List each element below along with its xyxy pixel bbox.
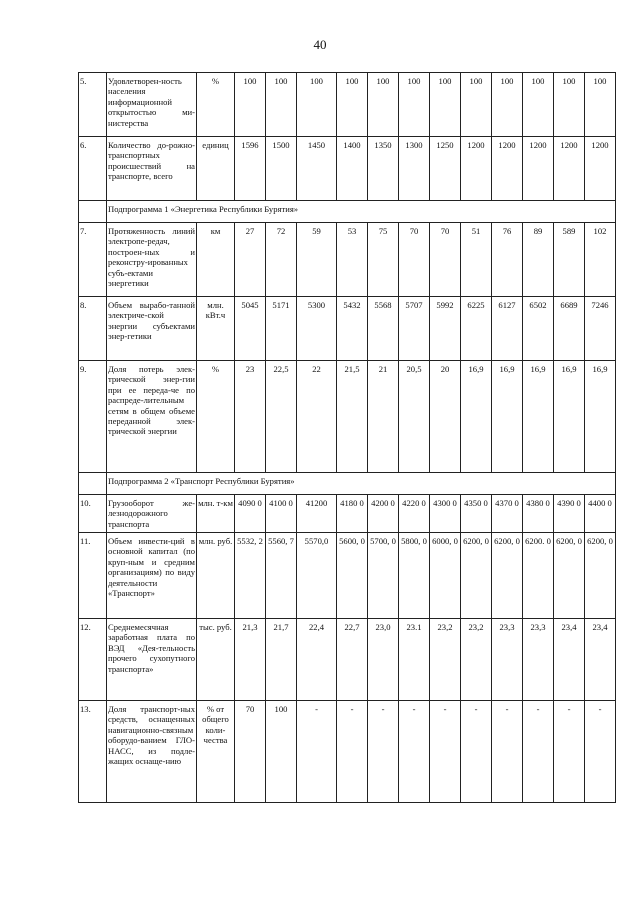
- value-cell: 23,3: [492, 619, 523, 701]
- value-cell: -: [368, 701, 399, 803]
- value-cell: 5532, 2: [235, 533, 266, 619]
- value-cell: 6200. 0: [523, 533, 554, 619]
- value-cell: 23,4: [554, 619, 585, 701]
- value-cell: 100: [430, 73, 461, 137]
- value-cell: 100: [266, 701, 297, 803]
- value-cell: 1400: [337, 137, 368, 201]
- value-cell: 21: [368, 361, 399, 473]
- value-cell: 100: [235, 73, 266, 137]
- value-cell: 59: [297, 223, 337, 297]
- indicators-table: [78, 72, 616, 803]
- indicator-name: Грузооборот же-лезнодорожного транспорта: [107, 495, 197, 533]
- value-cell: 1500: [266, 137, 297, 201]
- value-cell: 16,9: [554, 361, 585, 473]
- value-cell: 5560, 7: [266, 533, 297, 619]
- row-number: 13.: [79, 701, 107, 803]
- value-cell: 4350 0: [461, 495, 492, 533]
- value-cell: 589: [554, 223, 585, 297]
- table-row: [79, 619, 616, 701]
- value-cell: 100: [368, 73, 399, 137]
- table-row: [79, 73, 616, 137]
- value-cell: 5570,0: [297, 533, 337, 619]
- value-cell: 1200: [461, 137, 492, 201]
- value-cell: 53: [337, 223, 368, 297]
- value-cell: 70: [399, 223, 430, 297]
- value-cell: 100: [399, 73, 430, 137]
- value-cell: 5600, 0: [337, 533, 368, 619]
- unit-cell: единиц: [197, 137, 235, 201]
- row-number: 10.: [79, 495, 107, 533]
- unit-cell: млн. руб.: [197, 533, 235, 619]
- value-cell: 4400 0: [585, 495, 616, 533]
- value-cell: 100: [554, 73, 585, 137]
- row-number: 6.: [79, 137, 107, 201]
- value-cell: 4300 0: [430, 495, 461, 533]
- value-cell: 4220 0: [399, 495, 430, 533]
- value-cell: 5568: [368, 297, 399, 361]
- section-row: [79, 201, 616, 223]
- value-cell: 4180 0: [337, 495, 368, 533]
- table-row: [79, 223, 616, 297]
- unit-cell: млн. т-км: [197, 495, 235, 533]
- indicator-name: Количество до-рожно-транспортных происшествий на транспорте, всего: [107, 137, 197, 201]
- unit-cell: км: [197, 223, 235, 297]
- value-cell: 72: [266, 223, 297, 297]
- table-row: [79, 137, 616, 201]
- value-cell: 21,5: [337, 361, 368, 473]
- value-cell: -: [492, 701, 523, 803]
- value-cell: 4380 0: [523, 495, 554, 533]
- indicator-name: Доля транспорт-ных средств, оснащенных навигационно-связным оборудо-ванием ГЛО-НАСС, из подле-жащих оснаще-нию: [107, 701, 197, 803]
- section-heading: Подпрограмма 2 «Транспорт Республики Бурятия»: [107, 473, 616, 495]
- row-number: 5.: [79, 73, 107, 137]
- value-cell: 70: [430, 223, 461, 297]
- value-cell: 100: [585, 73, 616, 137]
- table-row: [79, 495, 616, 533]
- indicator-name: Среднемесячная заработная плата по ВЭД «Дея-тельность прочего сухопутного транспорта»: [107, 619, 197, 701]
- value-cell: 5800, 0: [399, 533, 430, 619]
- page-number: 40: [313, 37, 327, 52]
- value-cell: 1200: [492, 137, 523, 201]
- table-row: [79, 361, 616, 473]
- value-cell: 5700, 0: [368, 533, 399, 619]
- section-heading: Подпрограмма 1 «Энергетика Республики Бурятия»: [107, 201, 616, 223]
- indicator-name: Протяженность линий электропе-редач, построен-ных и реконстру-ированных субъ-ектами энергетики: [107, 223, 197, 297]
- value-cell: 16,9: [461, 361, 492, 473]
- value-cell: -: [523, 701, 554, 803]
- indicator-name: Доля потерь элек-трической энер-гии при ее переда-че по распреде-лительным сетям в общем объеме переданной элек-трической энергии: [107, 361, 197, 473]
- value-cell: 6200, 0: [461, 533, 492, 619]
- value-cell: 100: [337, 73, 368, 137]
- value-cell: -: [585, 701, 616, 803]
- value-cell: 7246: [585, 297, 616, 361]
- value-cell: 23,4: [585, 619, 616, 701]
- value-cell: 21,7: [266, 619, 297, 701]
- indicator-name: Объем вырабо-танной электриче-ской энергии субъектами энер-гетики: [107, 297, 197, 361]
- value-cell: -: [554, 701, 585, 803]
- value-cell: 1250: [430, 137, 461, 201]
- value-cell: -: [461, 701, 492, 803]
- value-cell: -: [430, 701, 461, 803]
- value-cell: 70: [235, 701, 266, 803]
- row-number: 9.: [79, 361, 107, 473]
- value-cell: 22,5: [266, 361, 297, 473]
- value-cell: 1200: [554, 137, 585, 201]
- value-cell: 6225: [461, 297, 492, 361]
- value-cell: 6200, 0: [554, 533, 585, 619]
- value-cell: 75: [368, 223, 399, 297]
- table-row: [79, 533, 616, 619]
- value-cell: 4090 0: [235, 495, 266, 533]
- value-cell: 1300: [399, 137, 430, 201]
- unit-cell: %: [197, 73, 235, 137]
- value-cell: 102: [585, 223, 616, 297]
- value-cell: 23.1: [399, 619, 430, 701]
- value-cell: 20,5: [399, 361, 430, 473]
- value-cell: 16,9: [492, 361, 523, 473]
- row-number: 12.: [79, 619, 107, 701]
- indicator-name: Удовлетворен-ность населения информационной открытостью ми-нистерства: [107, 73, 197, 137]
- unit-cell: %: [197, 361, 235, 473]
- value-cell: 100: [266, 73, 297, 137]
- row-number: 8.: [79, 297, 107, 361]
- unit-cell: % от общего коли-чества: [197, 701, 235, 803]
- value-cell: 51: [461, 223, 492, 297]
- value-cell: 4200 0: [368, 495, 399, 533]
- value-cell: 5045: [235, 297, 266, 361]
- value-cell: 22,4: [297, 619, 337, 701]
- value-cell: -: [337, 701, 368, 803]
- table-row: [79, 297, 616, 361]
- value-cell: 4390 0: [554, 495, 585, 533]
- unit-cell: тыс. руб.: [197, 619, 235, 701]
- value-cell: 23: [235, 361, 266, 473]
- value-cell: 1200: [585, 137, 616, 201]
- value-cell: 5300: [297, 297, 337, 361]
- value-cell: 5432: [337, 297, 368, 361]
- value-cell: 22,7: [337, 619, 368, 701]
- value-cell: 22: [297, 361, 337, 473]
- value-cell: 1450: [297, 137, 337, 201]
- value-cell: 23,3: [523, 619, 554, 701]
- value-cell: 6200, 0: [585, 533, 616, 619]
- value-cell: 16,9: [585, 361, 616, 473]
- value-cell: 23,0: [368, 619, 399, 701]
- row-number: 11.: [79, 533, 107, 619]
- table-body: [79, 73, 616, 803]
- value-cell: 89: [523, 223, 554, 297]
- value-cell: -: [297, 701, 337, 803]
- value-cell: 5992: [430, 297, 461, 361]
- section-row: [79, 473, 616, 495]
- value-cell: 5707: [399, 297, 430, 361]
- row-number: 7.: [79, 223, 107, 297]
- table-row: [79, 701, 616, 803]
- value-cell: -: [399, 701, 430, 803]
- value-cell: 23,2: [430, 619, 461, 701]
- value-cell: 1350: [368, 137, 399, 201]
- value-cell: 20: [430, 361, 461, 473]
- value-cell: 76: [492, 223, 523, 297]
- value-cell: 100: [492, 73, 523, 137]
- indicator-name: Объем инвести-ций в основной капитал (по круп-ным и средним организациям) по виду деятельности «Транспорт»: [107, 533, 197, 619]
- value-cell: 4370 0: [492, 495, 523, 533]
- value-cell: 21,3: [235, 619, 266, 701]
- value-cell: 6000, 0: [430, 533, 461, 619]
- value-cell: 6127: [492, 297, 523, 361]
- value-cell: 6200, 0: [492, 533, 523, 619]
- value-cell: 100: [297, 73, 337, 137]
- value-cell: 1596: [235, 137, 266, 201]
- value-cell: 100: [523, 73, 554, 137]
- value-cell: 4100 0: [266, 495, 297, 533]
- value-cell: 23,2: [461, 619, 492, 701]
- unit-cell: млн. кВт.ч: [197, 297, 235, 361]
- value-cell: 27: [235, 223, 266, 297]
- value-cell: 100: [461, 73, 492, 137]
- value-cell: 6689: [554, 297, 585, 361]
- value-cell: 16,9: [523, 361, 554, 473]
- value-cell: 6502: [523, 297, 554, 361]
- value-cell: 41200: [297, 495, 337, 533]
- value-cell: 5171: [266, 297, 297, 361]
- value-cell: 1200: [523, 137, 554, 201]
